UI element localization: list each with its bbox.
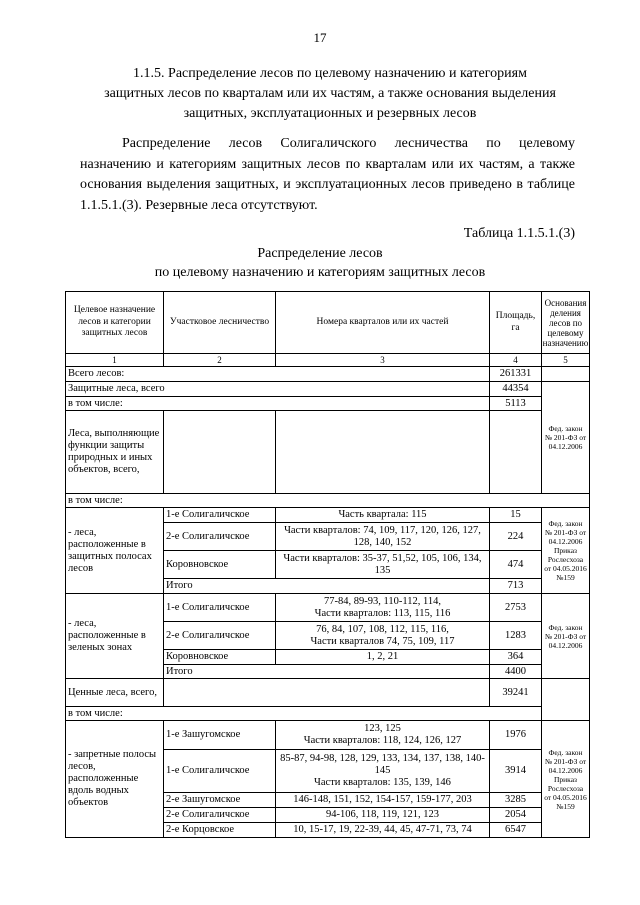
column-header: Номера кварталов или их частей	[276, 292, 490, 354]
green-zones-label: - леса, расположенные в зеленых зонах	[66, 594, 164, 679]
including-label: в том числе:	[66, 397, 490, 411]
district-cell: 2-е Солигаличское	[164, 523, 276, 551]
quarters-line: 76, 84, 107, 108, 112, 115, 116,	[316, 623, 449, 635]
valuable-forests-label: Ценные леса, всего,	[66, 679, 164, 707]
area-cell: 474	[490, 551, 542, 579]
area-cell: 2753	[490, 594, 542, 622]
nature-protection-label: Леса, выполняющие функции защиты природных и иных объектов, всего,	[66, 411, 164, 494]
forbidden-strips-label: - запретные полосы лесов, расположенные вдоль водных объектов	[66, 721, 164, 838]
quarters-line: Части кварталов 74, 75, 109, 117	[310, 635, 455, 647]
area-cell: 6547	[490, 823, 542, 838]
quarters-line: Части кварталов: 135, 139, 146	[314, 777, 451, 788]
including-label: в том числе:	[66, 494, 590, 508]
district-cell: 2-е Корцовское	[164, 823, 276, 838]
district-cell: 2-е Солигаличское	[164, 622, 276, 650]
empty-cell	[164, 411, 276, 494]
including-area: 5113	[490, 397, 542, 411]
subtotal-area: 4400	[490, 665, 542, 679]
page-number: 17	[313, 30, 327, 45]
area-cell: 1976	[490, 721, 542, 750]
total-label: Всего лесов:	[66, 367, 490, 382]
area-cell: 224	[490, 523, 542, 551]
total-area: 261331	[490, 367, 542, 382]
quarters-cell	[276, 750, 490, 793]
district-cell: Коровновское	[164, 650, 276, 665]
basis-cell: Фед. закон № 201-ФЗ от 04.12.2006 Приказ Рослесхоза от 04.05.2016 №159	[542, 508, 590, 594]
basis-cell: Фед. закон № 201-ФЗ от 04.12.2006 Приказ Рослесхоза от 04.05.2016 №159	[542, 721, 590, 838]
heading-line: 1.1.5. Распределение лесов по целевому назначению и категориям	[133, 66, 527, 81]
subtotal-label: Итого	[164, 665, 490, 679]
empty-cell	[276, 411, 490, 494]
column-header: Участковое лесничество	[164, 292, 276, 354]
district-cell: 1-е Солигаличское	[164, 508, 276, 523]
district-cell: Коровновское	[164, 551, 276, 579]
district-cell: 2-е Солигаличское	[164, 808, 276, 823]
column-number: 5	[542, 354, 590, 367]
strips-label: - леса, расположенные в защитных полосах лесов	[66, 508, 164, 594]
basis-cell: Фед. закон № 201-ФЗ от 04.12.2006	[542, 594, 590, 679]
empty-cell	[164, 679, 490, 707]
quarters-line: 77-84, 89-93, 110-112, 114,	[324, 595, 441, 607]
district-cell: 1-е Солигаличское	[164, 594, 276, 622]
area-cell: 3914	[490, 750, 542, 793]
district-cell: 1-е Зашугомское	[164, 721, 276, 750]
quarters-cell: 1, 2, 21	[276, 650, 490, 665]
protective-label: Защитные леса, всего	[66, 382, 490, 397]
quarters-cell: 94-106, 118, 119, 121, 123	[276, 808, 490, 823]
table-title-line: Распределение лесов	[257, 246, 383, 261]
area-cell: 1283	[490, 622, 542, 650]
quarters-cell: Части кварталов: 74, 109, 117, 120, 126, 127, 128, 140, 152	[276, 523, 490, 551]
quarters-cell	[276, 622, 490, 650]
quarters-cell: Части кварталов: 35-37, 51,52, 105, 106, 134, 135	[276, 551, 490, 579]
column-header: Площадь, га	[490, 292, 542, 354]
valuable-area: 39241	[490, 679, 542, 707]
section-heading	[95, 64, 565, 124]
quarters-cell: 146-148, 151, 152, 154-157, 159-177, 203	[276, 793, 490, 808]
intro-paragraph: Распределение лесов Солигаличского лесничества по целевому назначению и категориям защитных лесов по кварталам или их частям, а также основания выделения защитных, и эксплуатационных лесов приведено в таблице 1.1.5.1.(3). Резервные леса отсутствуют.	[80, 136, 575, 213]
area-cell: 3285	[490, 793, 542, 808]
basis-cell: Фед. закон № 201-ФЗ от 04.12.2006	[542, 382, 590, 494]
quarters-cell	[276, 594, 490, 622]
column-number: 4	[490, 354, 542, 367]
including-label: в том числе:	[66, 707, 542, 721]
empty-cell	[490, 411, 542, 494]
empty-cell	[542, 367, 590, 382]
quarters-line: Части кварталов: 113, 115, 116	[314, 607, 451, 619]
quarters-line: 85-87, 94-98, 128, 129, 133, 134, 137, 138, 140-145	[280, 753, 485, 776]
column-number: 2	[164, 354, 276, 367]
column-header: Основания деления лесов по целевому назначению	[542, 292, 590, 354]
column-number: 1	[66, 354, 164, 367]
column-header: Целевое назначение лесов и категории защитных лесов	[66, 292, 164, 354]
district-cell: 1-е Солигаличское	[164, 750, 276, 793]
empty-cell	[542, 679, 590, 721]
subtotal-label: Итого	[164, 579, 490, 594]
table-title	[80, 244, 560, 282]
area-cell: 2054	[490, 808, 542, 823]
district-cell: 2-е Зашугомское	[164, 793, 276, 808]
forest-distribution-table	[65, 291, 590, 838]
table-title-line: по целевому назначению и категориям защитных лесов	[154, 265, 486, 280]
area-cell: 15	[490, 508, 542, 523]
quarters-cell	[276, 721, 490, 750]
table-caption: Таблица 1.1.5.1.(3)	[463, 226, 575, 241]
quarters-line: Части кварталов: 118, 124, 126, 127	[303, 735, 462, 746]
subtotal-area: 713	[490, 579, 542, 594]
column-number: 3	[276, 354, 490, 367]
quarters-cell: Часть квартала: 115	[276, 508, 490, 523]
area-cell: 364	[490, 650, 542, 665]
protective-area: 44354	[490, 382, 542, 397]
quarters-line: 123, 125	[364, 723, 401, 734]
heading-line: защитных лесов по кварталам или их частям, а также основания выделения	[104, 86, 556, 101]
heading-line: защитных, эксплуатационных и резервных лесов	[183, 106, 477, 121]
quarters-cell: 10, 15-17, 19, 22-39, 44, 45, 47-71, 73, 74	[276, 823, 490, 838]
